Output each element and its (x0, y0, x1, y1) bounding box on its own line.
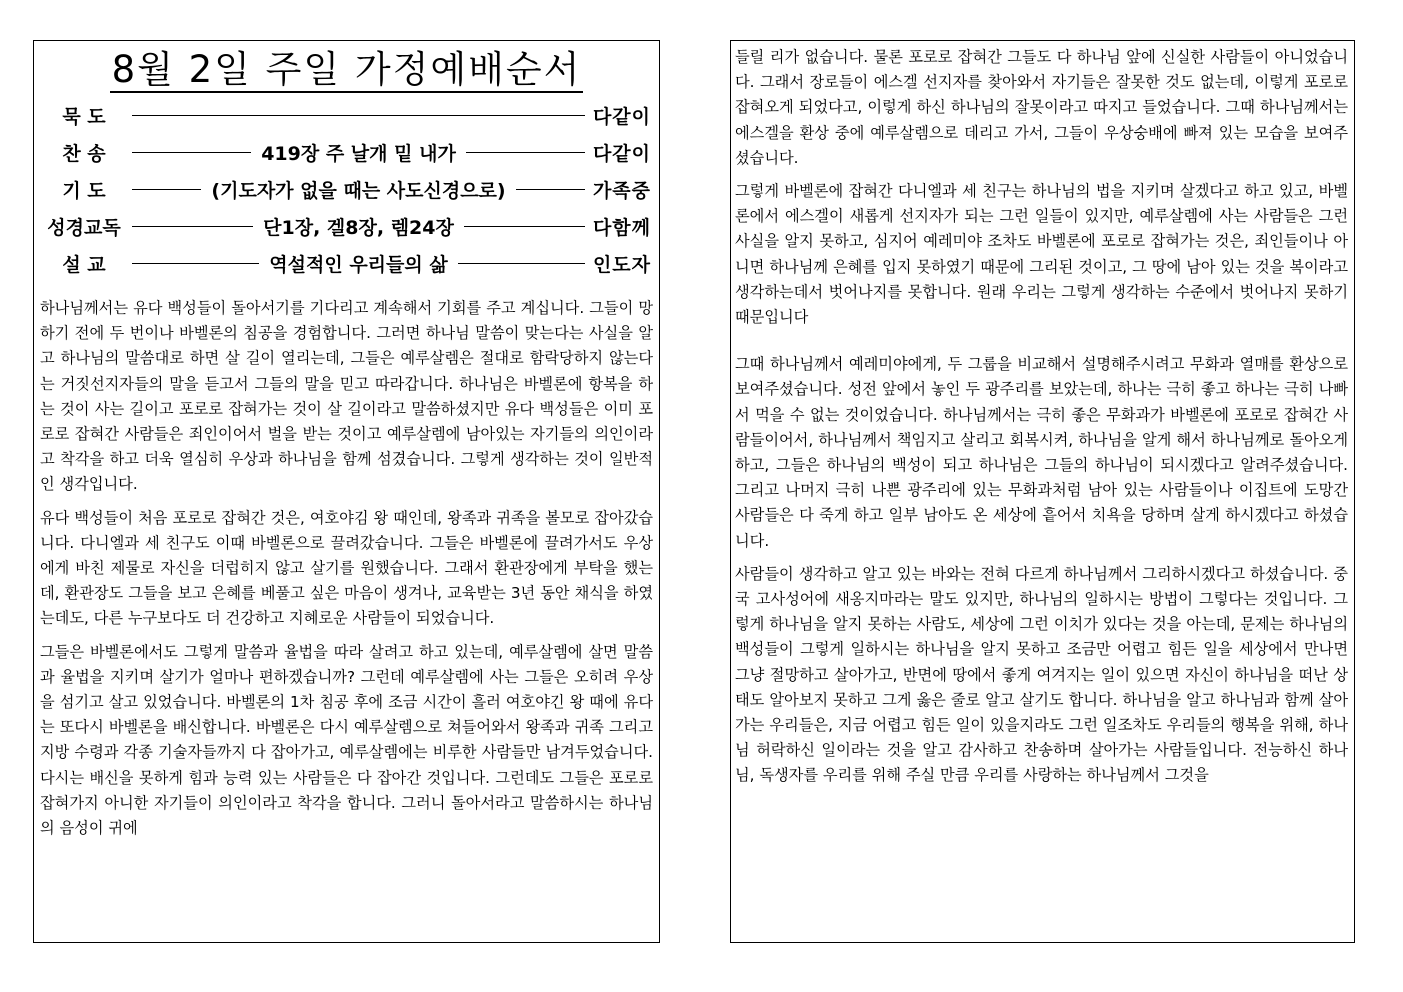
sermon-paragraph: 사람들이 생각하고 알고 있는 바와는 전혀 다르게 하나님께서 그리하시겠다고 하셨습니다. 중국 고사성어에 새옹지마라는 말도 있지만, 하나님의 일하시는 방법이 그렇다는 것입니다. 그렇게 하나님을 알지 못하는 사람도, 세상에 그런 이치가 있다는 것을 아는데, 문제는 하나님의 백성들이 그렇게 일하시는 하나님을 알지 못하고 조금만 어렵고 힘든 일을 세상에서 만나면 그냥 절망하고 살아가고, 반면에 땅에서 좋게 여겨지는 일이 있으면 자신이 하나님을 떠난 상태도 알아보지 못하고 그게 옳은 줄로 알고 살기도 합니다. 하나님을 알고 하나님과 함께 살아가는 우리들은, 지금 어렵고 힘든 일이 있을지라도 그런 일조차도 우리들의 행복을 위해, 하나님 허락하신 일이라는 것을 알고 감사하고 찬송하며 살아가는 사람들입니다. 전능하신 하나님, 독생자를 우리를 위해 주실 만큼 우리를 사랑하는 하나님께서 그것을 (735, 564, 1348, 785)
order-row (42, 97, 651, 134)
order-label: 설 교 (62, 254, 106, 276)
leader-line (132, 115, 585, 116)
title-text: 8월 2일 주일 가정예배순서 (111, 48, 582, 91)
leader-line (132, 189, 201, 190)
leader-line (458, 263, 585, 264)
left-page (33, 40, 660, 943)
order-row (42, 171, 651, 208)
leader-line (466, 152, 585, 153)
leader-line (132, 152, 251, 153)
sermon-paragraph: 그때 하나님께서 예레미야에게, 두 그룹을 비교해서 설명해주시려고 무화과 열매를 환상으로 보여주셨습니다. 성전 앞에서 놓인 두 광주리를 보았는데, 하나는 극히 좋고 하나는 극히 나빠서 먹을 수 없는 것이었습니다. 하나님께서는 극히 좋은 무화과가 바벨론에 포로로 잡혀간 사람들이어서, 하나님께서 책임지고 살리고 회복시켜, 하나님을 알게 해서 하나님께로 돌아오게 하고, 그들은 하나님의 백성이 되고 하나님은 그들의 하나님이 되시겠다고 알려주셨습니다. 그리고 나머지 극히 나쁜 광주리에 있는 무화과처럼 남아 있는 사람들이나 이집트에 도망간 사람들은 다 죽게 하고 일부 남아도 온 세상에 흩어서 치욕을 당하며 살게 하시겠다고 하셨습니다. (735, 355, 1348, 550)
order-label: 묵 도 (62, 106, 106, 128)
right-page (730, 40, 1355, 943)
leader-line (132, 226, 253, 227)
worship-order (42, 97, 651, 282)
order-row (42, 245, 651, 282)
leader-line (464, 226, 585, 227)
order-label: 찬 송 (62, 143, 106, 165)
order-content: 419장 주 날개 밑 내가 (261, 143, 456, 165)
order-responder: 가족중 (592, 180, 651, 202)
order-responder: 인도자 (592, 254, 651, 276)
order-responder: 다같이 (592, 143, 651, 165)
page-title (38, 47, 655, 93)
order-row (42, 208, 651, 245)
order-responder: 다함께 (592, 217, 651, 239)
order-row (42, 134, 651, 171)
sermon-paragraph: 그렇게 바벨론에 잡혀간 다니엘과 세 친구는 하나님의 법을 지키며 살겠다고 하고 있고, 바벨론에서 에스겔이 새롭게 선지자가 되는 그런 일들이 있지만, 예루살렘에 사는 사람들은 그런 사실을 알지 못하고, 심지어 예레미야 조차도 바벨론에 포로로 잡혀가는 것은, 죄인들이나 아니면 하나님께 은혜를 입지 못하였기 때문에 그리된 것이고, 그 땅에 남아 있는 것을 복이라고 생각하는데서 벗어나지를 못합니다. 원래 우리는 그렇게 생각하는 수준에서 벗어나지 못하기 때문입니다 (735, 182, 1348, 327)
order-label: 성경교독 (47, 217, 121, 239)
order-content: (기도자가 없을 때는 사도신경으로) (211, 180, 506, 202)
order-content: 단1장, 겔8장, 렘24장 (263, 217, 454, 239)
leader-line (516, 189, 585, 190)
leader-line (132, 263, 259, 264)
sermon-paragraph: 그들은 바벨론에서도 그렇게 말씀과 율법을 따라 살려고 하고 있는데, 예루살렘에 살면 말씀과 율법을 지키며 살기가 얼마나 편하겠습니까? 그런데 예루살렘에 사는 그들은 오히려 우상을 섬기고 살고 있었습니다. 바벨론의 1차 침공 후에 조금 시간이 흘러 여호야긴 왕 때에 유다는 또다시 바벨론을 배신합니다. 바벨론은 다시 예루살렘으로 쳐들어와서 왕족과 귀족 그리고 지방 수령과 각종 기술자들까지 다 잡아가고, 예루살렘에는 비루한 사람들만 남겨두었습니다. 다시는 배신을 못하게 힘과 능력 있는 사람들은 다 잡아간 것입니다. 그런데도 그들은 포로로 잡혀가지 아니한 자기들이 의인이라고 착각을 합니다. 그러니 돌아서라고 말씀하시는 하나님의 음성이 귀에 (40, 642, 653, 838)
sermon-paragraph: 유다 백성들이 처음 포로로 잡혀간 것은, 여호야김 왕 때인데, 왕족과 귀족을 볼모로 잡아갔습니다. 다니엘과 세 친구도 이때 바벨론으로 끌려갔습니다. 그들은 바벨론에 끌려가서도 우상에게 바친 제물로 자신을 더럽히지 않고 살기를 원했습니다. 그래서 환관장에게 부탁을 했는데, 환관장도 그들을 보고 은혜를 베풀고 싶은 마음이 생겨나, 교육받는 3년 동안 채식을 하였는데도, 다른 누구보다도 더 건강하고 지혜로운 사람들이 되었습니다. (40, 508, 653, 628)
order-responder: 다같이 (592, 106, 651, 128)
sermon-paragraph: 들릴 리가 없습니다. 물론 포로로 잡혀간 그들도 다 하나님 앞에 신실한 사람들이 아니었습니다. 그래서 장로들이 에스겔 선지자를 찾아와서 자기들은 잘못한 것도 없는데, 이렇게 포로로 잡혀오게 되었다고, 이렇게 하신 하나님의 잘못이라고 따지고 들었습니다. 그때 하나님께서는 에스겔을 환상 중에 예루살렘으로 데리고 가서, 그들이 우상숭배에 빠져 있는 모습을 보여주셨습니다. (735, 48, 1348, 167)
order-label: 기 도 (62, 180, 106, 202)
sermon-paragraph: 하나님께서는 유다 백성들이 돌아서기를 기다리고 계속해서 기회를 주고 계십니다. 그들이 망하기 전에 두 번이나 바벨론의 침공을 경험합니다. 그러면 하나님 말씀이 맞는다는 사실을 알고 하나님의 말씀대로 하면 살 길이 열리는데, 그들은 예루살렘은 절대로 함락당하지 않는다는 거짓선지자들의 말을 듣고서 그들의 말을 믿고 따라갑니다. 하나님은 바벨론에 항복을 하는 것이 사는 길이고 포로로 잡혀가는 것이 살 길이라고 말씀하셨지만 유다 백성들은 이미 포로로 잡혀간 사람들은 죄인이어서 벌을 받는 것이고 예루살렘에 남아있는 자기들의 의인이라고 착각을 하고 더욱 열심히 우상과 하나님을 함께 섬겼습니다. 그렇게 생각하는 것이 일반적인 생각입니다. (40, 299, 653, 494)
order-content: 역설적인 우리들의 삶 (269, 254, 448, 276)
